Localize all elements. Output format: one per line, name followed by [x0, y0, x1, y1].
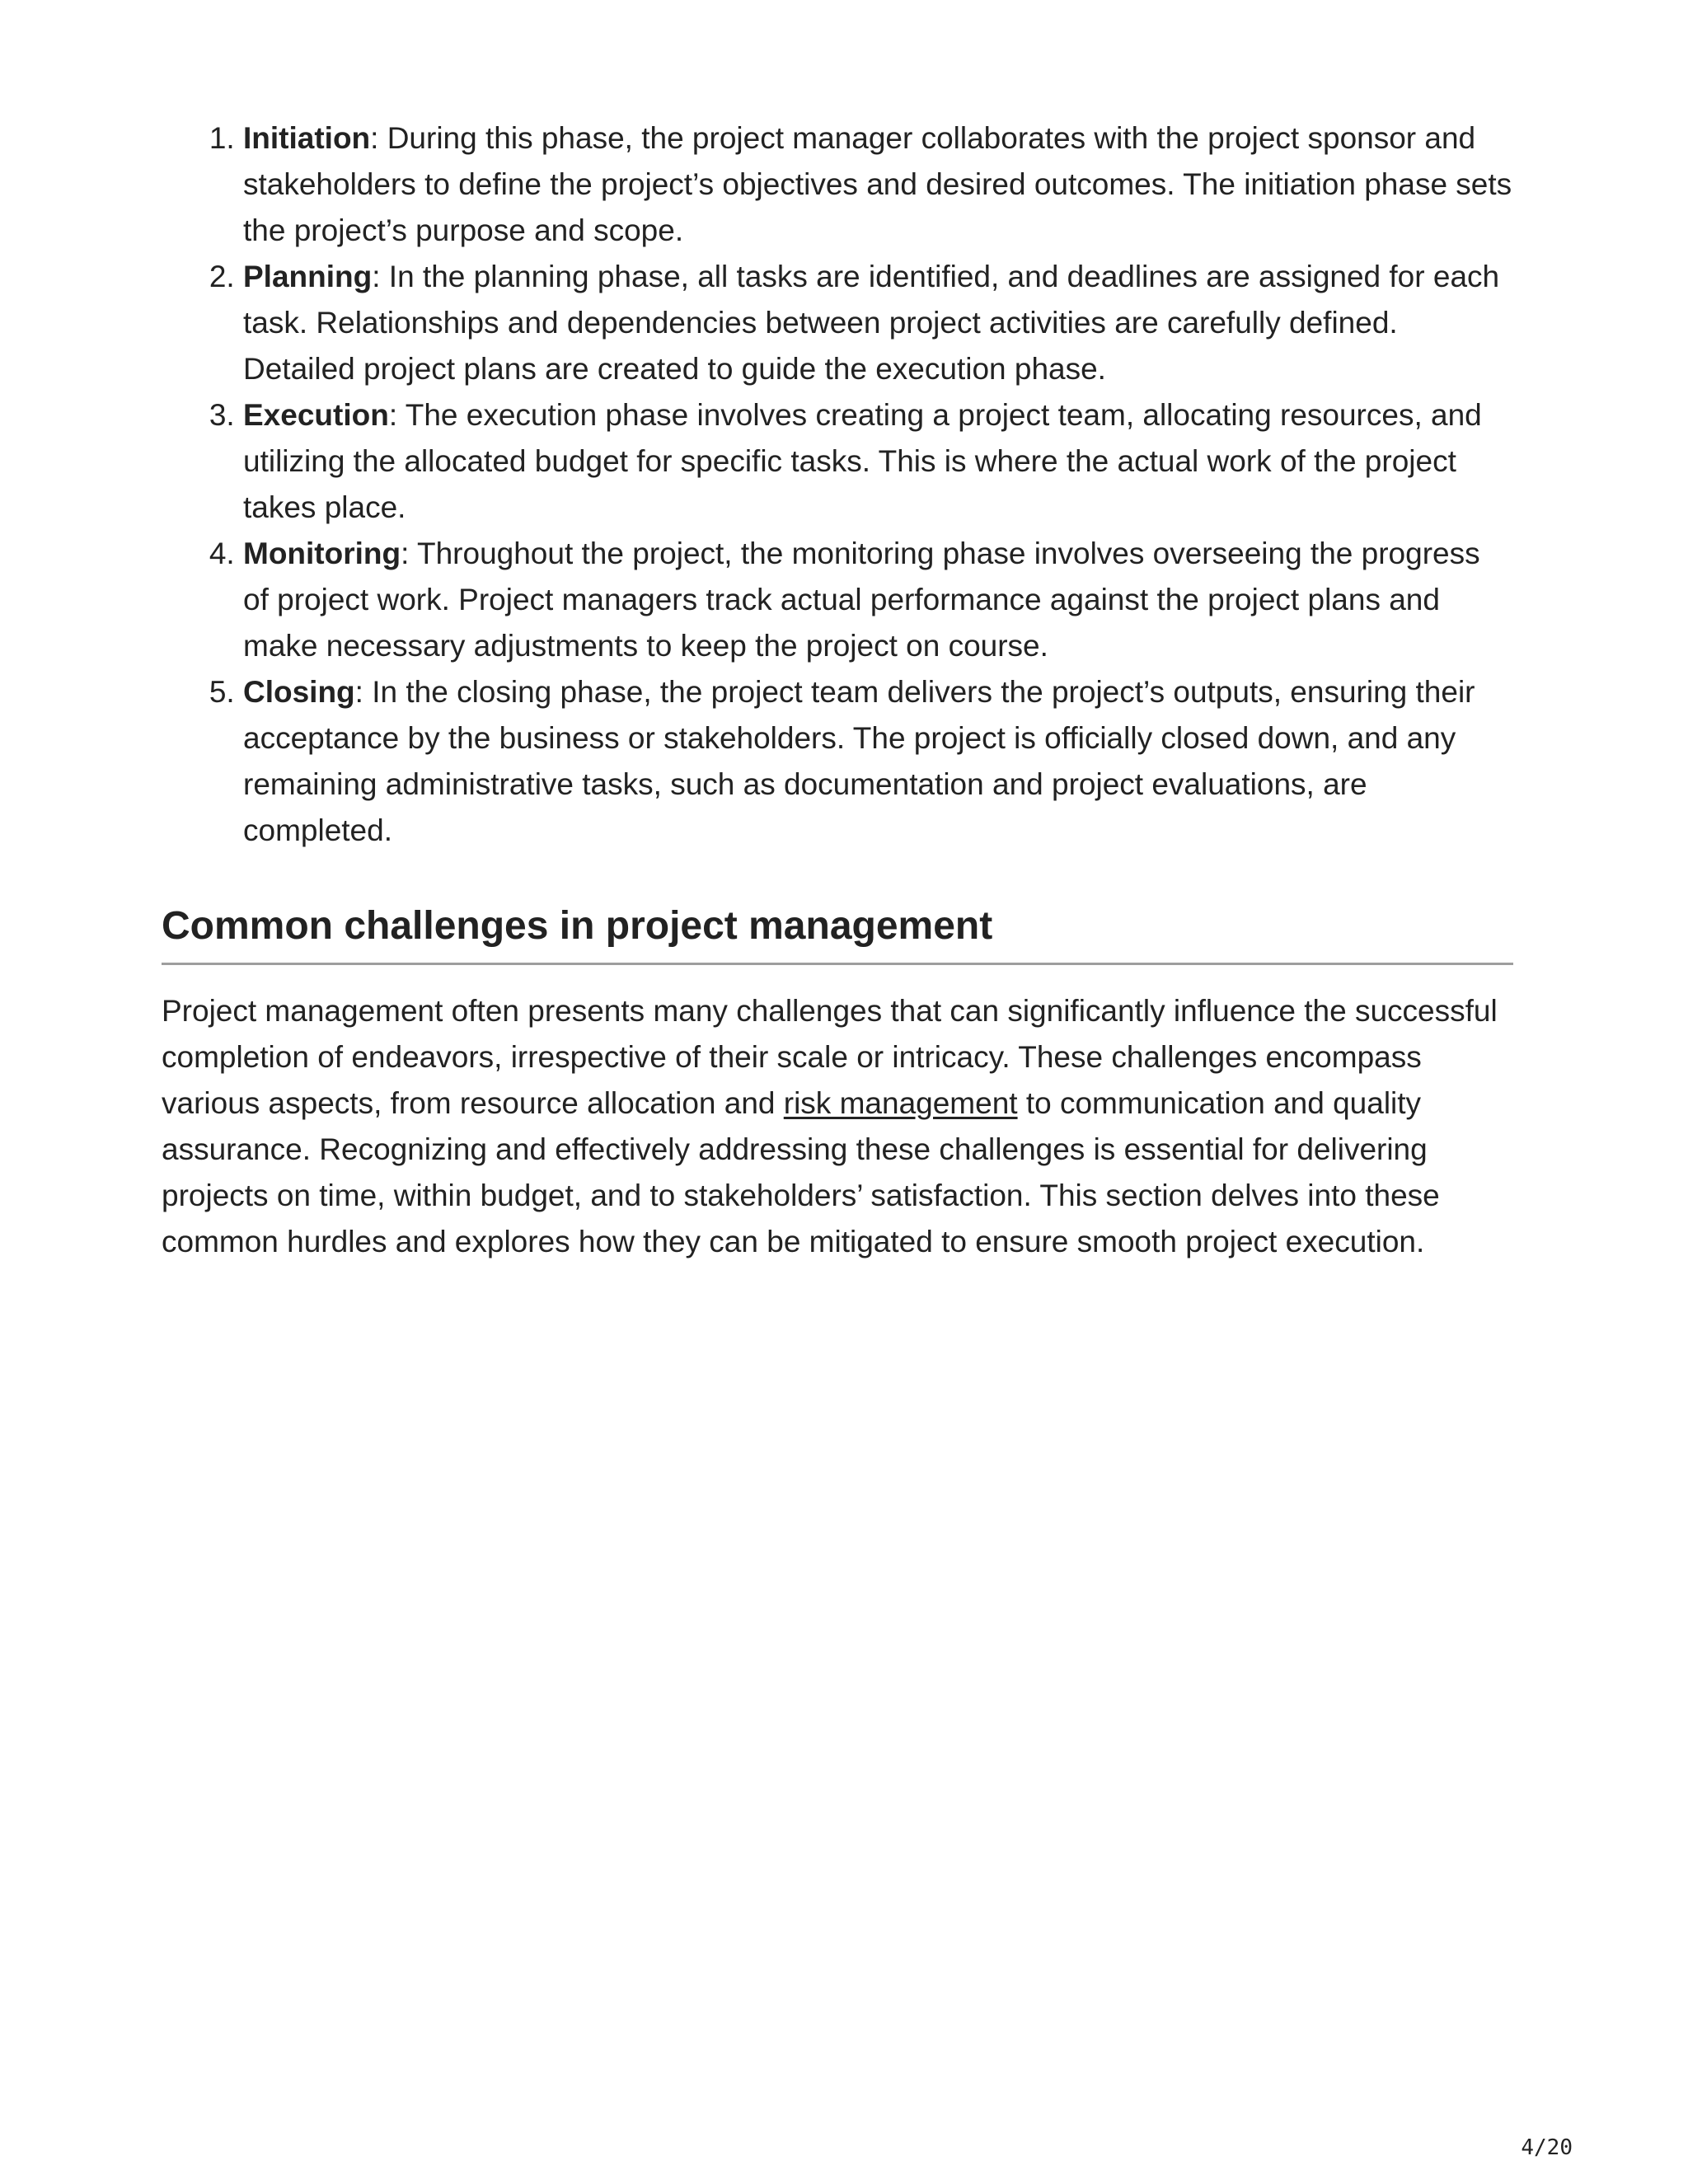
list-item-initiation	[243, 115, 1513, 254]
phase-title: Closing	[243, 675, 355, 709]
phase-description: : During this phase, the project manager collaborates with the project sponsor and stakeholders to define the project’s objectives and desired outcomes. The initiation phase sets the project’s purpose and scope.	[243, 121, 1512, 247]
phase-title: Initiation	[243, 121, 371, 155]
phase-title: Monitoring	[243, 537, 401, 570]
paragraph-text-after-link: to communication and quality assurance. Recognizing and effectively addressing these challenges is essential for delivering projects on time, within budget, and to stakeholders’ satisfaction. This section delves into these common hurdles and explores how they can be mitigated to ensure smooth project execution.	[162, 1086, 1440, 1258]
page-content	[162, 115, 1513, 1265]
section-heading: Common challenges in project management	[162, 902, 1513, 965]
list-item-execution	[243, 392, 1513, 531]
phase-description: : In the closing phase, the project team delivers the project’s outputs, ensuring their acceptance by the business or stakeholders. The project is officially closed down, and any remaining administrative tasks, such as documentation and project evaluations, are completed.	[243, 675, 1475, 847]
section-paragraph	[162, 988, 1513, 1265]
list-item-monitoring	[243, 531, 1513, 669]
paragraph-text-before-link: Project management often presents many challenges that can significantly influence the successful completion of endeavors, irrespective of their scale or intricacy. These challenges encompass various aspects, from resource allocation and	[162, 994, 1498, 1120]
page-number: 4/20	[1521, 2135, 1573, 2160]
phase-description: : Throughout the project, the monitoring phase involves overseeing the progress of project work. Project managers track actual performance against the project plans and make necessary adjustments to keep the project on course.	[243, 537, 1480, 663]
phases-list	[162, 115, 1513, 854]
phase-description: : In the planning phase, all tasks are identified, and deadlines are assigned for each task. Relationships and dependencies between project activities are carefully defined. Detailed project plans are created to guide the execution phase.	[243, 260, 1500, 386]
phase-title: Planning	[243, 260, 373, 293]
list-item-closing	[243, 669, 1513, 854]
phase-description: : The execution phase involves creating a project team, allocating resources, and utilizing the allocated budget for specific tasks. This is where the actual work of the project takes place.	[243, 398, 1482, 524]
risk-management-link[interactable]: risk management	[783, 1086, 1018, 1120]
phase-title: Execution	[243, 398, 389, 432]
list-item-planning	[243, 254, 1513, 392]
